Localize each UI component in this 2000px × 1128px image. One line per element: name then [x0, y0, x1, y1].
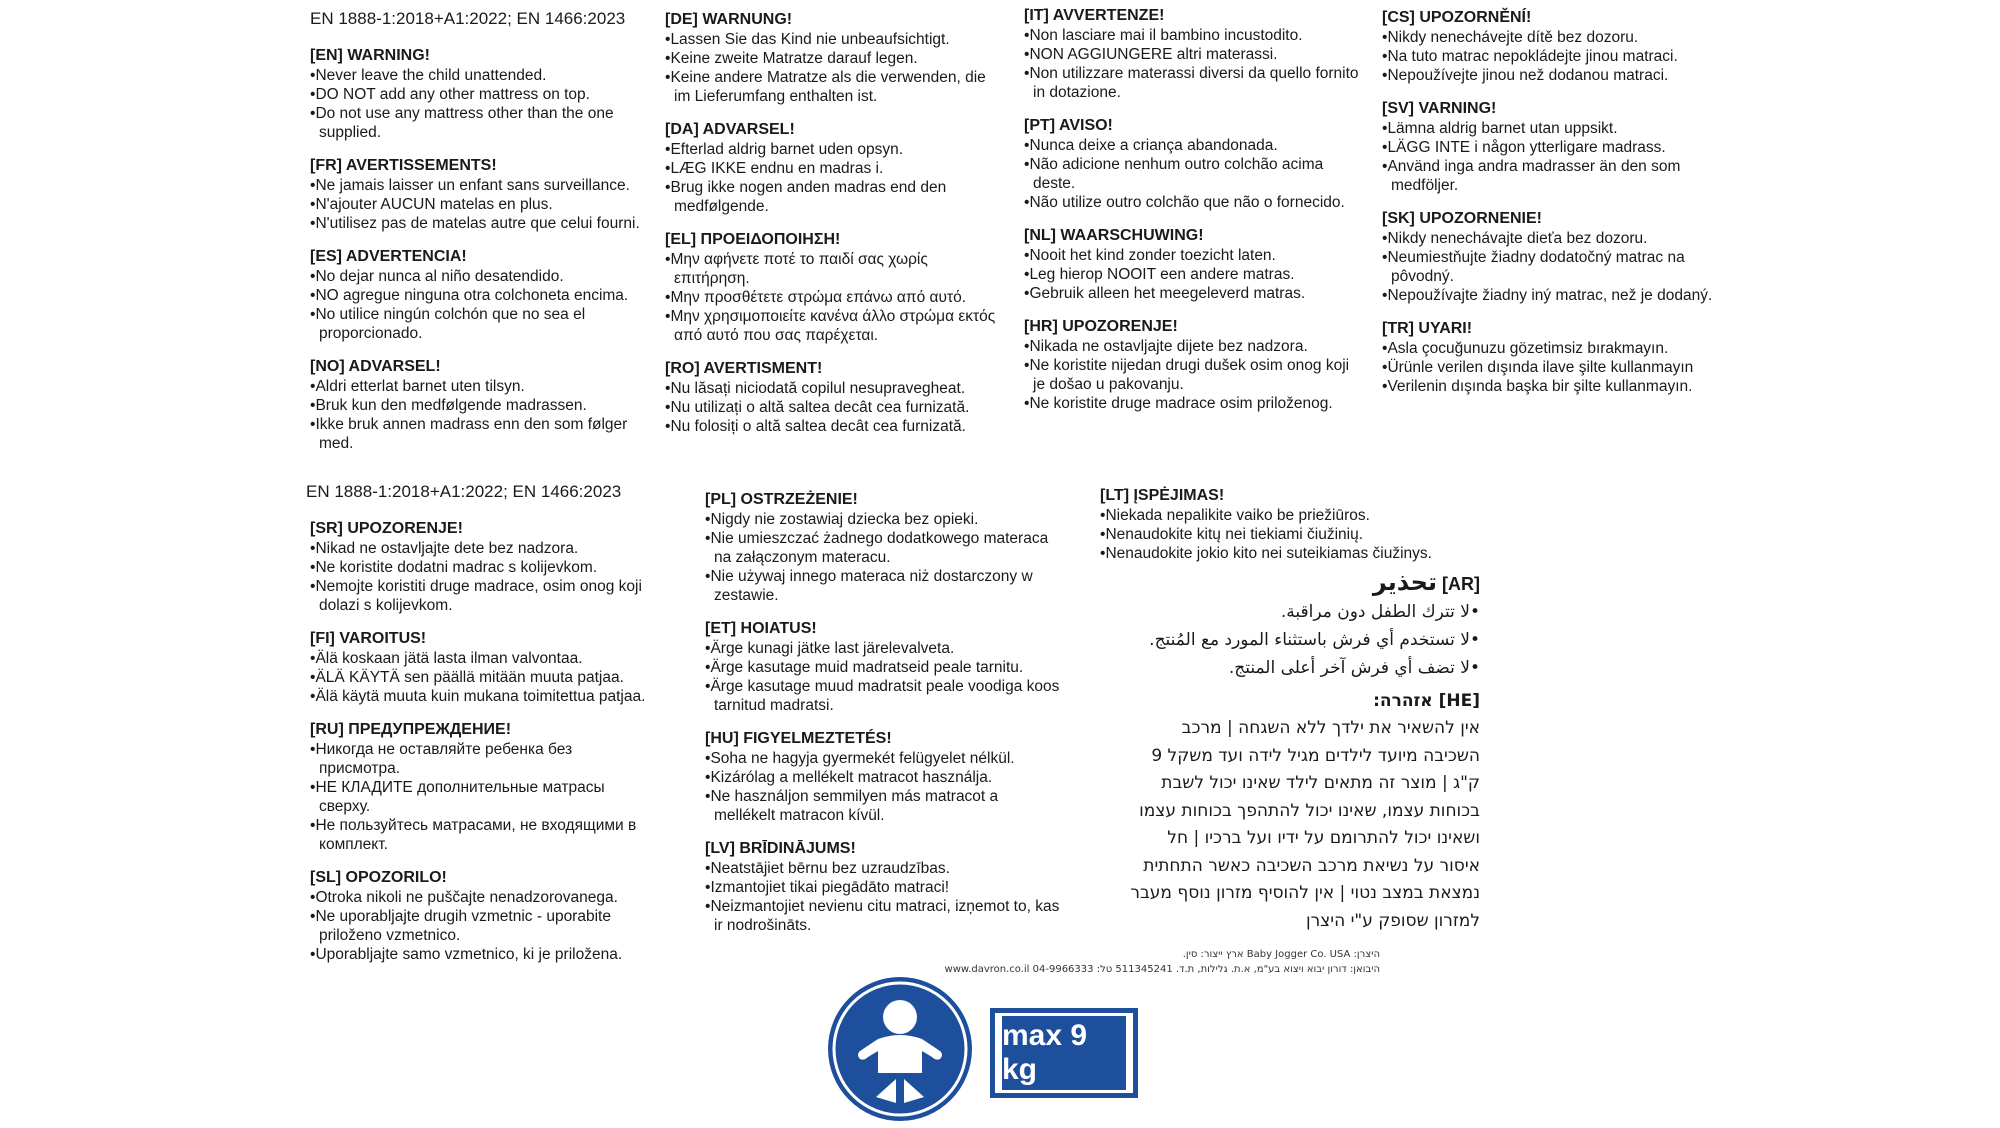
- list-item: • Никогда не оставляйте ребенка без присмотра.: [310, 740, 650, 778]
- list-item: • Bruk kun den medfølgende madrassen.: [310, 396, 650, 415]
- list-item: • Ikke bruk annen madrass enn den som følger med.: [310, 415, 650, 453]
- warning-heading: [SR] UPOZORENJE!: [310, 520, 463, 537]
- list-item: • Ne koristite nijedan drugi dušek osim onog koji je došao u pakovanju.: [1024, 356, 1364, 394]
- list-item: • Lämna aldrig barnet utan uppsikt.: [1382, 119, 1722, 138]
- warning-heading: [NL] WAARSCHUWING!: [1024, 227, 1204, 244]
- warning-heading: [HU] FIGYELMEZTETÉS!: [705, 730, 892, 747]
- warning-sl: [310, 868, 650, 964]
- warning-it: [1024, 6, 1364, 102]
- he-line: איסור על נשיאת מרכב השכיבה כאשר התחתית: [1143, 855, 1480, 876]
- list-item: • No dejar nunca al niño desatendido.: [310, 267, 650, 286]
- warning-pt: [1024, 116, 1364, 212]
- warning-heading: [SK] UPOZORNENIE!: [1382, 210, 1542, 227]
- list-item: • Brug ikke nogen anden madras end den medfølgende.: [665, 178, 1005, 216]
- warning-heading: [1100, 569, 1480, 597]
- he-warning-text: [1100, 715, 1480, 935]
- list-item: • Nie używaj innego materaca niż dostarczony w zestawie.: [705, 567, 1060, 605]
- list-item: • Keine zweite Matratze darauf legen.: [665, 49, 1005, 68]
- warning-he: [944, 691, 1480, 977]
- list-item: • Nikdy nenechávajte dieťa bez dozoru.: [1382, 229, 1722, 248]
- warning-en: [310, 46, 650, 142]
- list-item: • Otroka nikoli ne puščajte nenadzorovanega.: [310, 888, 650, 907]
- warning-da: [665, 120, 1005, 216]
- list-item: • Non utilizzare materassi diversi da quello fornito in dotazione.: [1024, 64, 1364, 102]
- warning-hu: [705, 729, 1060, 825]
- warning-es: [310, 247, 650, 343]
- list-item: • Älä koskaan jätä lasta ilman valvontaa.: [310, 649, 650, 668]
- warning-ar: [1100, 569, 1480, 682]
- list-item: • Ärge kasutage muud madratsit peale voodiga koos tarnitud madratsi.: [705, 677, 1060, 715]
- list-item: • N'utilisez pas de matelas autre que celui fourni.: [310, 214, 650, 233]
- column-2-top: [665, 10, 1005, 450]
- list-item: • Nenaudokite kitų nei tiekiami čiužinių.: [1100, 525, 1480, 544]
- list-item: • Asla çocuğunuzu gözetimsiz bırakmayın.: [1382, 339, 1722, 358]
- he-line: ק"ג | מוצר זה מתאים לילד שאינו יכול לשבת: [1161, 773, 1480, 793]
- list-item: • Keine andere Matratze als die verwenden, die im Lieferumfang enthalten ist.: [665, 68, 1005, 106]
- warning-ro: [665, 359, 1005, 436]
- list-item: • Nemojte koristiti druge madrace, osim onog koji dolazi s kolijevkom.: [310, 577, 650, 615]
- list-item: • Aldri etterlat barnet uten tilsyn.: [310, 377, 650, 396]
- warning-sr: [310, 519, 650, 615]
- list-item: • Neizmantojiet nevienu citu matraci, izņemot to, kas ir nodrošināts.: [705, 897, 1060, 935]
- list-item: • Ärge kasutage muid madratseid peale tarnitu.: [705, 658, 1060, 677]
- warning-heading: [ET] HOIATUS!: [705, 620, 817, 637]
- list-item: • Μην προσθέτετε στρώμα επάνω από αυτό.: [665, 288, 1005, 307]
- list-item: • DO NOT add any other mattress on top.: [310, 85, 650, 104]
- warning-heading: [CS] UPOZORNĚNÍ!: [1382, 9, 1532, 26]
- list-item: • Não adicione nenhum outro colchão acima deste.: [1024, 155, 1364, 193]
- list-item: • N'ajouter AUCUN matelas en plus.: [310, 195, 650, 214]
- list-item: • Niekada nepalikite vaiko be priežiūros.: [1100, 506, 1480, 525]
- list-item: • Nikad ne ostavljajte dete bez nadzora.: [310, 539, 650, 558]
- list-item: • Ne uporabljajte drugih vzmetnic - uporabite priloženo vzmetnico.: [310, 907, 650, 945]
- warning-fr: [310, 156, 650, 233]
- list-item: • LÆG IKKE endnu en madras i.: [665, 159, 1005, 178]
- warning-tr: [1382, 319, 1722, 396]
- warning-ru: [310, 720, 650, 854]
- he-line: ושאינו יכול להתרומם על ידיו ועל ברכיו | חל: [1167, 828, 1480, 848]
- warning-el: [665, 230, 1005, 345]
- list-item: • Neatstājiet bērnu bez uzraudzības.: [705, 859, 1060, 878]
- he-line: בכוחות עצמו, שאינו יכול להתהפך בכוחות עצמו: [1139, 800, 1480, 821]
- list-item: • Nunca deixe a criança abandonada.: [1024, 136, 1364, 155]
- warning-heading: [PT] AVISO!: [1024, 117, 1113, 134]
- warning-heading: [LT] ĮSPĖJIMAS!: [1100, 487, 1225, 504]
- list-item: • Ürünle verilen dışında ilave şilte kullanmayın: [1382, 358, 1722, 377]
- manufacturer-line: היצרן: Baby Jogger Co. USA ארץ ייצור: סין.: [1182, 949, 1380, 960]
- list-item: • Do not use any mattress other than the one supplied.: [310, 104, 650, 142]
- warning-heading: [SV] VARNING!: [1382, 100, 1497, 117]
- list-item: • Nu utilizați o altă saltea decât cea furnizată.: [665, 398, 1005, 417]
- warning-de: [665, 10, 1005, 106]
- column-1-top: [310, 46, 650, 467]
- list-item: • Nu folosiți o altă saltea decât cea furnizată.: [665, 417, 1005, 436]
- list-item: • NON AGGIUNGERE altri materassi.: [1024, 45, 1364, 64]
- list-item: • Μην αφήνετε ποτέ το παιδί σας χωρίς επιτήρηση.: [665, 250, 1005, 288]
- warning-heading: [RO] AVERTISMENT!: [665, 360, 823, 377]
- warning-hr: [1024, 317, 1364, 413]
- importer-info: [900, 947, 1380, 977]
- list-item: • Nikada ne ostavljajte dijete bez nadzora.: [1024, 337, 1364, 356]
- column-3-bottom: [944, 486, 1480, 977]
- list-item: • لا تضف أي فرش آخر أعلى المنتج.: [1100, 654, 1480, 682]
- list-item: • НЕ КЛАДИТЕ дополнительные матрасы сверху.: [310, 778, 650, 816]
- list-item: • Nikdy nenechávejte dítě bez dozoru.: [1382, 28, 1722, 47]
- he-line: נמצאת במצב נטוי | אין להוסיף מזרון נוסף מעבר: [1130, 883, 1480, 903]
- list-item: • Lassen Sie das Kind nie unbeaufsichtigt.: [665, 30, 1005, 49]
- standard-reference-bottom: EN 1888-1:2018+A1:2022; EN 1466:2023: [306, 482, 622, 501]
- warning-lt: [1100, 486, 1480, 563]
- list-item: • Älä käytä muuta kuin mukana toimitettua patjaa.: [310, 687, 650, 706]
- warning-heading: [ES] ADVERTENCIA!: [310, 248, 467, 265]
- list-item: • Nepoužívejte jinou než dodanou matraci.: [1382, 66, 1722, 85]
- baby-pictogram-icon: [826, 975, 974, 1123]
- warning-cs: [1382, 8, 1722, 85]
- list-item: • Nu lăsați niciodată copilul nesupravegheat.: [665, 379, 1005, 398]
- warning-sv: [1382, 99, 1722, 195]
- warning-no: [310, 357, 650, 453]
- he-line: אין להשאיר את ילדך ללא השגחה | מרכב: [1181, 718, 1480, 738]
- warning-pl: [705, 490, 1060, 605]
- warning-heading: [SL] OPOZORILO!: [310, 869, 447, 886]
- warning-heading: [DE] WARNUNG!: [665, 11, 793, 28]
- warning-heading: [PL] OSTRZEŻENIE!: [705, 491, 858, 508]
- column-1-bottom: [310, 519, 650, 978]
- max-weight-badge: [990, 1008, 1138, 1098]
- list-item: • Ärge kunagi jätke last järelevalveta.: [705, 639, 1060, 658]
- list-item: • Na tuto matrac nepokládejte jinou matraci.: [1382, 47, 1722, 66]
- warning-heading: [EL] ΠΡΟΕΙΔΟΠΟΙΗΣΗ!: [665, 231, 841, 248]
- warning-heading: [RU] ПРЕДУПРЕЖДЕНИЕ!: [310, 721, 512, 738]
- list-item: • ÄLÄ KÄYTÄ sen päällä mitään muuta patjaa.: [310, 668, 650, 687]
- ar-heading-code: [AR]: [1442, 574, 1480, 594]
- warning-heading: [LV] BRĪDINĀJUMS!: [705, 840, 856, 857]
- list-item: • Never leave the child unattended.: [310, 66, 650, 85]
- warning-heading: [HE] אזהרה:: [1373, 691, 1480, 711]
- list-item: • Soha ne hagyja gyermekét felügyelet nélkül.: [705, 749, 1060, 768]
- list-item: • NO agregue ninguna otra colchoneta encima.: [310, 286, 650, 305]
- list-item: • No utilice ningún colchón que no sea el proporcionado.: [310, 305, 650, 343]
- list-item: • Ne jamais laisser un enfant sans surveillance.: [310, 176, 650, 195]
- list-item: • LÄGG INTE i någon ytterligare madrass.: [1382, 138, 1722, 157]
- list-item: • Nigdy nie zostawiaj dziecka bez opieki.: [705, 510, 1060, 529]
- warning-heading: [EN] WARNING!: [310, 47, 430, 64]
- he-line: השכיבה מיועד לילדים מגיל לידה ועד משקל 9: [1151, 745, 1480, 766]
- list-item: • لا تترك الطفل دون مراقبة.: [1100, 598, 1480, 626]
- list-item: • Nepoužívajte žiadny iný matrac, než je dodaný.: [1382, 286, 1722, 305]
- column-2-bottom: [705, 490, 1060, 949]
- list-item: • Μην χρησιμοποιείτε κανένα άλλο στρώμα εκτός από αυτό που σας παρέχεται.: [665, 307, 1005, 345]
- warning-heading: [IT] AVVERTENZE!: [1024, 7, 1165, 24]
- list-item: • Neumiestňujte žiadny dodatočný matrac na pôvodný.: [1382, 248, 1722, 286]
- warning-heading: [FI] VAROITUS!: [310, 630, 427, 647]
- list-item: • Nooit het kind zonder toezicht laten.: [1024, 246, 1364, 265]
- list-item: • Kizárólag a mellékelt matracot használja.: [705, 768, 1060, 787]
- warning-et: [705, 619, 1060, 715]
- list-item: • Ne koristite dodatni madrac s kolijevkom.: [310, 558, 650, 577]
- list-item: • Non lasciare mai il bambino incustodito.: [1024, 26, 1364, 45]
- list-item: • Nie umieszczać żadnego dodatkowego materaca na załączonym materacu.: [705, 529, 1060, 567]
- importer-line: היבואן: דורון יבוא ויצוא בע"מ, א.ת. גלילות, ת.ד. 511345241 טל: 04-9966333 www.davron.co.il: [944, 964, 1380, 975]
- list-item: • Ne koristite druge madrace osim priloženog.: [1024, 394, 1364, 413]
- list-item: • Nenaudokite jokio kito nei suteikiamas čiužinys.: [1100, 544, 1480, 563]
- max-weight-label: max 9 kg: [999, 1013, 1129, 1093]
- warning-lv: [705, 839, 1060, 935]
- warning-heading: [NO] ADVARSEL!: [310, 358, 441, 375]
- column-4-top: [1382, 8, 1722, 410]
- list-item: • Não utilize outro colchão que não o fornecido.: [1024, 193, 1364, 212]
- warning-heading: [TR] UYARI!: [1382, 320, 1473, 337]
- ar-heading-word: تحذير: [1372, 568, 1437, 596]
- standard-reference-top: EN 1888-1:2018+A1:2022; EN 1466:2023: [310, 9, 626, 28]
- list-item: • Gebruik alleen het meegeleverd matras.: [1024, 284, 1364, 303]
- warning-fi: [310, 629, 650, 706]
- list-item: • Använd inga andra madrasser än den som medföljer.: [1382, 157, 1722, 195]
- warning-sk: [1382, 209, 1722, 305]
- list-item: • Не пользуйтесь матрасами, не входящими в комплект.: [310, 816, 650, 854]
- list-item: • Uporabljajte samo vzmetnico, ki je priložena.: [310, 945, 650, 964]
- list-item: • Izmantojiet tikai piegādāto matraci!: [705, 878, 1060, 897]
- warning-nl: [1024, 226, 1364, 303]
- column-3-top: [1024, 6, 1364, 427]
- warning-heading: [FR] AVERTISSEMENTS!: [310, 157, 497, 174]
- list-item: • Efterlad aldrig barnet uden opsyn.: [665, 140, 1005, 159]
- list-item: • Leg hierop NOOIT een andere matras.: [1024, 265, 1364, 284]
- list-item: • Verilenin dışında başka bir şilte kullanmayın.: [1382, 377, 1722, 396]
- warning-heading: [DA] ADVARSEL!: [665, 121, 795, 138]
- warning-heading: [HR] UPOZORENJE!: [1024, 318, 1178, 335]
- list-item: • لا تستخدم أي فرش باستثناء المورد مع المُنتج.: [1100, 626, 1480, 654]
- list-item: • Ne használjon semmilyen más matracot a mellékelt matracon kívül.: [705, 787, 1060, 825]
- he-line: למזרון שסופק ע"י היצרן: [1305, 910, 1480, 931]
